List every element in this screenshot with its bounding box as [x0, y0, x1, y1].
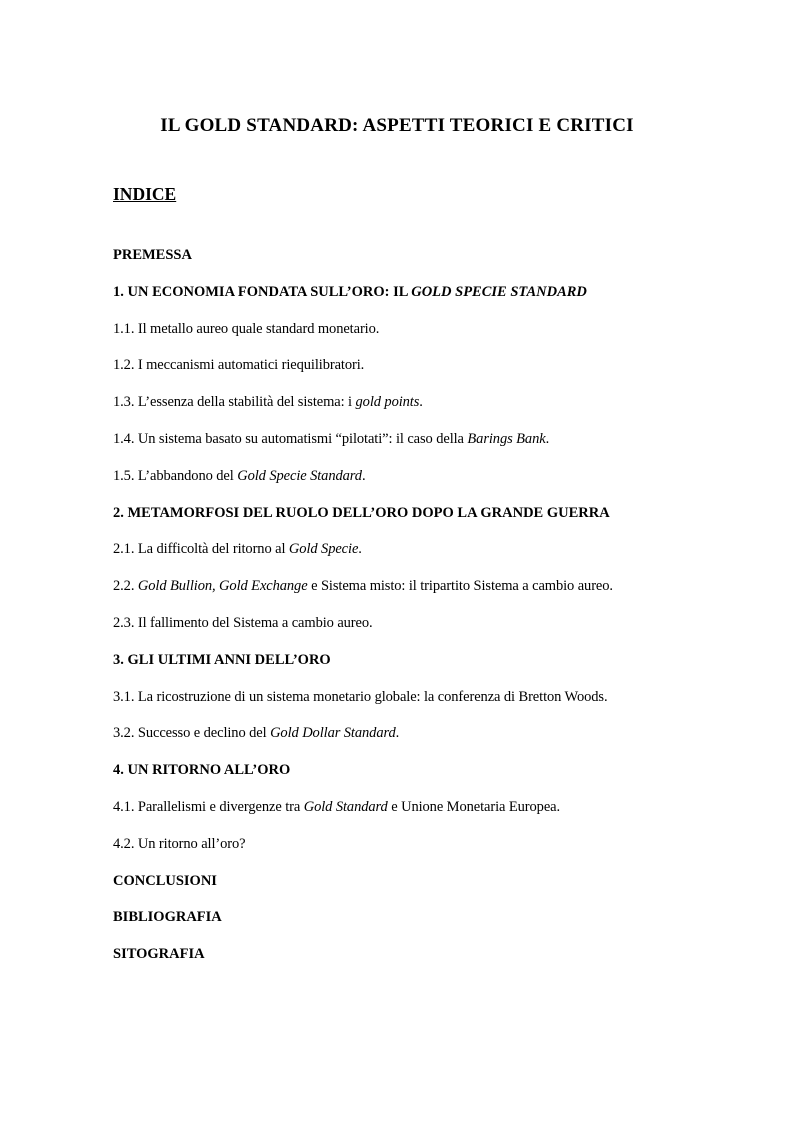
toc-text-italic: Gold Standard [303, 798, 388, 815]
toc-text: 2. METAMORFOSI DEL RUOLO DELL’ORO DOPO LA GRANDE GUERRA [113, 504, 610, 521]
toc-text: 3.1. La ricostruzione di un sistema monetario globale: la conferenza di Bretton Woods. [113, 688, 608, 705]
toc-subsection [113, 834, 713, 871]
toc-subsection [113, 613, 713, 650]
toc-text: 1. UN ECONOMIA FONDATA SULL’ORO: IL [113, 283, 412, 300]
table-of-contents [113, 245, 713, 981]
toc-section [113, 650, 713, 687]
toc-subsection [113, 723, 713, 760]
toc-text: 2.3. Il fallimento del Sistema a cambio aureo. [113, 614, 373, 631]
toc-text-italic: Gold Specie Standard [237, 467, 362, 484]
toc-subsection [113, 429, 713, 466]
toc-text-italic: GOLD SPECIE STANDARD [411, 283, 587, 300]
toc-text-italic: Barings Bank [467, 430, 546, 447]
toc-subsection [113, 576, 713, 613]
toc-text: 2.1. La difficoltà del ritorno al [113, 541, 289, 558]
toc-text: SITOGRAFIA [113, 946, 205, 963]
toc-text: . [419, 394, 423, 411]
toc-text: . [395, 725, 400, 742]
toc-subsection [113, 687, 713, 724]
toc-section [113, 503, 713, 540]
toc-text-italic: Gold Specie [288, 541, 359, 558]
toc-section [113, 907, 713, 944]
toc-text: 3.2. Successo e declino del [113, 725, 271, 742]
toc-text-italic: Gold Bullion, Gold Exchange [137, 578, 308, 595]
toc-text: 1.1. Il metallo aureo quale standard monetario. [113, 320, 380, 337]
toc-subsection [113, 539, 713, 576]
toc-text: 1.3. L’essenza della stabilità del sistema: i [113, 394, 356, 411]
toc-subsection [113, 355, 713, 392]
toc-text: BIBLIOGRAFIA [113, 909, 222, 926]
toc-text: 4. UN RITORNO ALL’ORO [113, 762, 291, 779]
toc-text: 1.5. L’abbandono del [113, 467, 238, 484]
toc-text: . [358, 541, 362, 558]
toc-subsection [113, 466, 713, 503]
toc-section [113, 944, 713, 981]
index-heading: INDICE [113, 184, 177, 204]
toc-text: 2.2. [113, 578, 138, 595]
toc-subsection [113, 392, 713, 429]
toc-text: CONCLUSIONI [113, 872, 217, 889]
toc-text: e Unione Monetaria Europea. [387, 798, 561, 815]
toc-text: 3. GLI ULTIMI ANNI DELL’ORO [113, 651, 331, 668]
toc-text: 1.2. I meccanismi automatici riequilibratori. [113, 357, 365, 374]
toc-text: e Sistema misto: il tripartito Sistema a cambio aureo. [307, 578, 613, 595]
toc-section [113, 871, 713, 908]
toc-text: 1.4. Un sistema basato su automatismi “pilotati”: il caso della [113, 430, 468, 447]
document-title: IL GOLD STANDARD: ASPETTI TEORICI E CRITICI [160, 115, 634, 136]
toc-text: 4.1. Parallelismi e divergenze tra [113, 798, 304, 815]
toc-section [113, 245, 713, 282]
toc-text: . [361, 467, 366, 484]
toc-text: . [545, 430, 550, 447]
toc-text: PREMESSA [113, 247, 192, 263]
toc-text-italic: Gold Dollar Standard [270, 725, 396, 742]
toc-text-italic: gold points [355, 394, 420, 411]
toc-section [113, 760, 713, 797]
toc-subsection [113, 319, 713, 356]
toc-text: 4.2. Un ritorno all’oro? [113, 835, 246, 852]
toc-subsection [113, 797, 713, 834]
toc-section [113, 282, 713, 319]
